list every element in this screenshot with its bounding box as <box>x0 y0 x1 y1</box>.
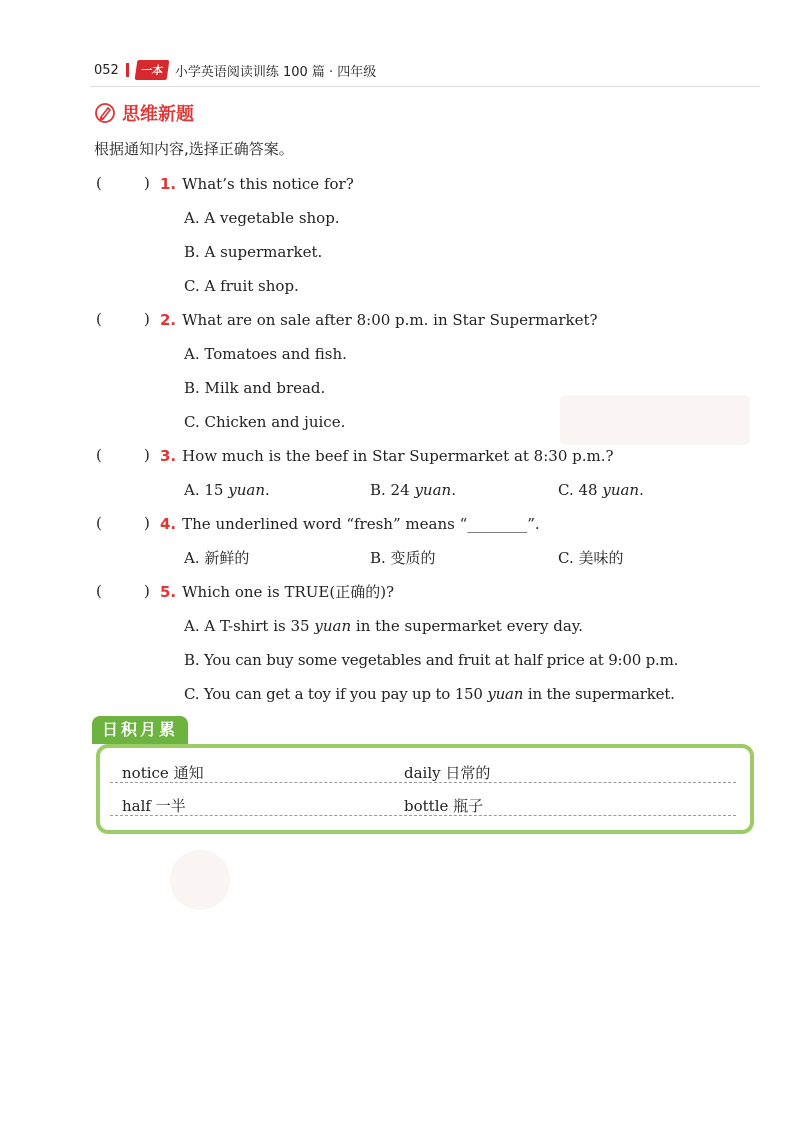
page-header <box>94 58 376 82</box>
vocab-item: notice 通知 <box>122 764 204 782</box>
q3-option-a[interactable]: A. 15 yuan. <box>184 481 270 499</box>
bleed-through-1 <box>560 395 750 445</box>
question-number: 3. <box>160 447 177 465</box>
q5-option-a[interactable]: A. A T-shirt is 35 yuan in the supermarket every day. <box>184 617 584 635</box>
q3-option-b[interactable]: B. 24 yuan. <box>370 481 456 499</box>
vocab-item: daily 日常的 <box>404 764 491 782</box>
section-title-text: 思维新题 <box>122 104 194 125</box>
page-number: 052 <box>94 62 119 78</box>
q5-option-b[interactable]: B. You can buy some vegetables and fruit at half price at 9:00 p.m. <box>184 651 679 669</box>
q4-option-c[interactable]: C. 美味的 <box>558 549 624 567</box>
q1-option-b[interactable]: B. A supermarket. <box>184 243 323 261</box>
q1-option-c[interactable]: C. A fruit shop. <box>184 277 299 295</box>
q2-option-a[interactable]: A. Tomatoes and fish. <box>184 345 347 363</box>
question-text: What are on sale after 8:00 p.m. in Star Supermarket? <box>182 311 598 329</box>
q5-option-c[interactable]: C. You can get a toy if you pay up to 150 yuan in the supermarket. <box>184 685 675 703</box>
bleed-through-2 <box>170 850 230 910</box>
q1-option-a[interactable]: A. A vegetable shop. <box>184 209 340 227</box>
question-number: 5. <box>160 583 177 601</box>
pencil-badge-icon <box>94 102 116 124</box>
question-text: Which one is TRUE(正确的)? <box>182 583 395 601</box>
q3-option-c[interactable]: C. 48 yuan. <box>558 481 644 499</box>
question-text: What’s this notice for? <box>182 175 354 193</box>
header-rule <box>90 86 760 87</box>
question-number: 2. <box>160 311 177 329</box>
question-1-stem <box>160 174 354 194</box>
question-3-stem <box>160 446 614 466</box>
instruction: 根据通知内容,选择正确答案。 <box>94 140 294 158</box>
q2-option-b[interactable]: B. Milk and bread. <box>184 379 326 397</box>
question-2-stem <box>160 310 598 330</box>
question-text: How much is the beef in Star Supermarket at 8:30 p.m.? <box>182 447 614 465</box>
header-divider <box>126 63 129 77</box>
vocab-label: 日积月累 <box>92 716 188 744</box>
question-number: 1. <box>160 175 177 193</box>
book-title: 小学英语阅读训练 100 篇 · 四年级 <box>174 64 377 80</box>
question-4-stem <box>160 514 540 534</box>
vocab-box <box>96 744 754 834</box>
question-5-stem <box>160 582 394 602</box>
q4-option-a[interactable]: A. 新鲜的 <box>184 549 250 567</box>
vocab-item: half 一半 <box>122 797 186 815</box>
q4-option-b[interactable]: B. 变质的 <box>370 549 436 567</box>
vocab-item: bottle 瓶子 <box>404 797 484 815</box>
question-number: 4. <box>160 515 177 533</box>
publisher-logo: 一本 <box>134 60 169 80</box>
section-title <box>94 100 194 126</box>
q2-option-c[interactable]: C. Chicken and juice. <box>184 413 346 431</box>
question-text: The underlined word “fresh” means “________”. <box>182 515 540 533</box>
